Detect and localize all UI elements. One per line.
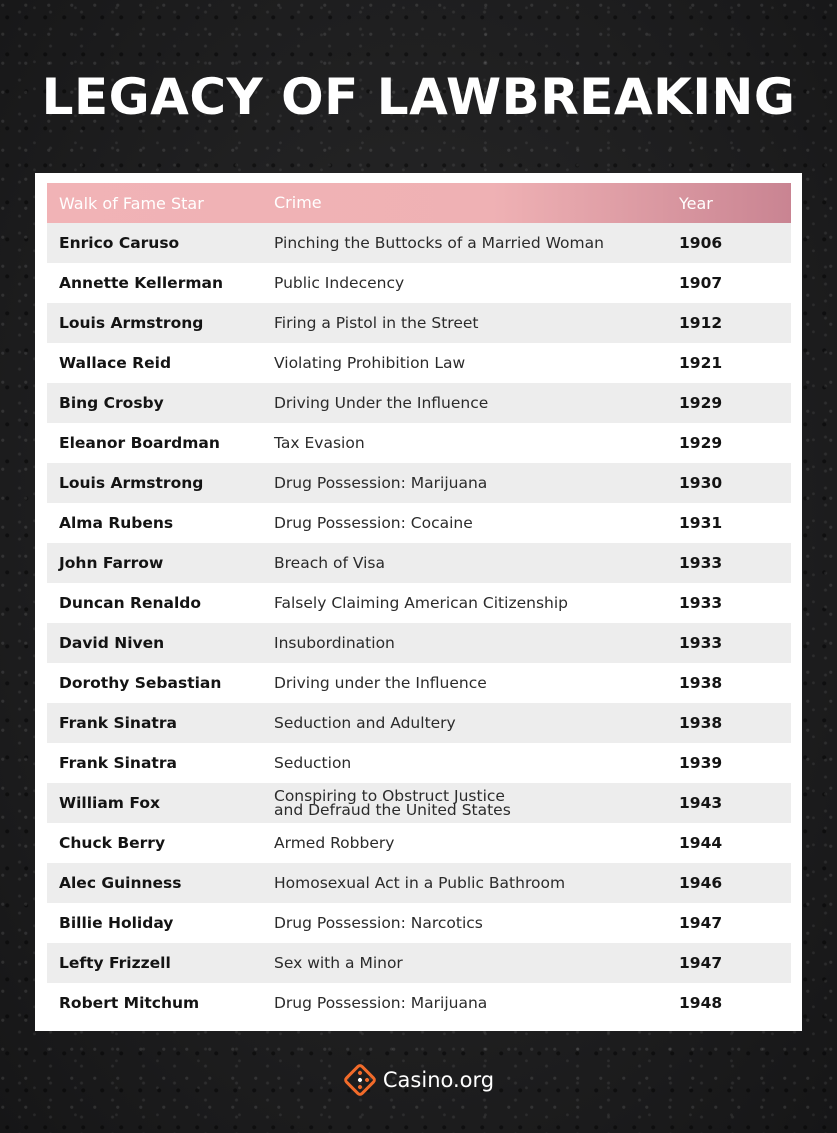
cell-year: 1947 <box>679 914 723 932</box>
cell-year: 1931 <box>679 514 723 532</box>
cell-year: 1933 <box>679 634 723 652</box>
cell-star: Chuck Berry <box>59 834 166 852</box>
cell-crime: Pinching the Buttocks of a Married Woman <box>274 234 604 252</box>
table-row <box>47 343 791 383</box>
casino-org-logo <box>0 1063 837 1097</box>
cell-crime: Breach of Visa <box>274 554 385 572</box>
cell-crime: Firing a Pistol in the Street <box>274 314 479 332</box>
cell-crime: Seduction <box>274 754 352 772</box>
cell-year: 1907 <box>679 274 723 292</box>
table-row <box>47 783 791 823</box>
cell-crime: Drug Possession: Cocaine <box>274 514 473 532</box>
table-row <box>47 623 791 663</box>
cell-year: 1929 <box>679 434 723 452</box>
cell-star: Louis Armstrong <box>59 474 204 492</box>
cell-year: 1939 <box>679 754 723 772</box>
cell-year: 1929 <box>679 394 723 412</box>
cell-year: 1943 <box>679 794 723 812</box>
table-row <box>47 663 791 703</box>
cell-crime: Driving under the Influence <box>274 674 487 692</box>
cell-crime: Sex with a Minor <box>274 954 403 972</box>
cell-year: 1944 <box>679 834 723 852</box>
table-row <box>47 863 791 903</box>
cell-crime: Insubordination <box>274 634 395 652</box>
table-header <box>47 183 791 223</box>
cell-star: Wallace Reid <box>59 354 172 372</box>
cell-star: Frank Sinatra <box>59 714 177 732</box>
cell-star: Alec Guinness <box>59 874 182 892</box>
crime-table <box>47 183 791 1023</box>
cell-crime: Homosexual Act in a Public Bathroom <box>274 874 566 892</box>
cell-star: Enrico Caruso <box>59 234 180 252</box>
table-row <box>47 463 791 503</box>
table-row <box>47 703 791 743</box>
cell-year: 1906 <box>679 234 723 252</box>
table-row <box>47 823 791 863</box>
cell-crime: Violating Prohibition Law <box>274 354 466 372</box>
table-row <box>47 503 791 543</box>
cell-year: 1921 <box>679 354 723 372</box>
cell-star: Frank Sinatra <box>59 754 177 772</box>
cell-crime: Conspiring to Obstruct Justice and Defraud the United States <box>274 787 511 819</box>
header-crime: Crime <box>274 193 322 212</box>
cell-star: David Niven <box>59 634 165 652</box>
cell-year: 1938 <box>679 714 723 732</box>
table-row <box>47 583 791 623</box>
cell-year: 1930 <box>679 474 723 492</box>
cell-year: 1912 <box>679 314 723 332</box>
cell-star: William Fox <box>59 794 160 812</box>
cell-crime: Armed Robbery <box>274 834 395 852</box>
logo-text: Casino.org <box>382 1068 495 1092</box>
cell-star: Robert Mitchum <box>59 994 200 1012</box>
header-year: Year <box>679 193 713 213</box>
cell-year: 1946 <box>679 874 723 892</box>
casino-dice-icon <box>343 1063 377 1097</box>
table-row <box>47 903 791 943</box>
cell-crime: Seduction and Adultery <box>274 714 456 732</box>
cell-star: Bing Crosby <box>59 394 164 412</box>
cell-star: Lefty Frizzell <box>59 954 171 972</box>
cell-crime: Drug Possession: Narcotics <box>274 914 483 932</box>
cell-year: 1938 <box>679 674 723 692</box>
table-row <box>47 423 791 463</box>
cell-star: Louis Armstrong <box>59 314 204 332</box>
cell-star: Duncan Renaldo <box>59 594 202 612</box>
cell-crime: Driving Under the Influence <box>274 394 489 412</box>
table-row <box>47 303 791 343</box>
cell-year: 1933 <box>679 554 723 572</box>
header-walk-of-fame-star: Walk of Fame Star <box>59 193 204 213</box>
table-row <box>47 543 791 583</box>
cell-crime: Drug Possession: Marijuana <box>274 474 488 492</box>
table-row <box>47 263 791 303</box>
cell-star: Annette Kellerman <box>59 274 223 292</box>
table-row <box>47 743 791 783</box>
cell-star: Alma Rubens <box>59 514 174 532</box>
table-card <box>35 173 802 1031</box>
cell-year: 1933 <box>679 594 723 612</box>
cell-crime: Falsely Claiming American Citizenship <box>274 594 568 612</box>
table-row <box>47 983 791 1023</box>
page-title: LEGACY OF LAWBREAKING <box>41 68 796 126</box>
cell-year: 1947 <box>679 954 723 972</box>
cell-crime: Public Indecency <box>274 274 405 292</box>
cell-star: Eleanor Boardman <box>59 434 220 452</box>
cell-star: Dorothy Sebastian <box>59 674 222 692</box>
cell-crime: Tax Evasion <box>274 434 365 452</box>
table-body <box>47 223 791 1023</box>
cell-year: 1948 <box>679 994 723 1012</box>
table-row <box>47 383 791 423</box>
table-row <box>47 223 791 263</box>
cell-star: Billie Holiday <box>59 914 174 932</box>
table-row <box>47 943 791 983</box>
cell-crime: Drug Possession: Marijuana <box>274 994 488 1012</box>
cell-star: John Farrow <box>59 554 164 572</box>
